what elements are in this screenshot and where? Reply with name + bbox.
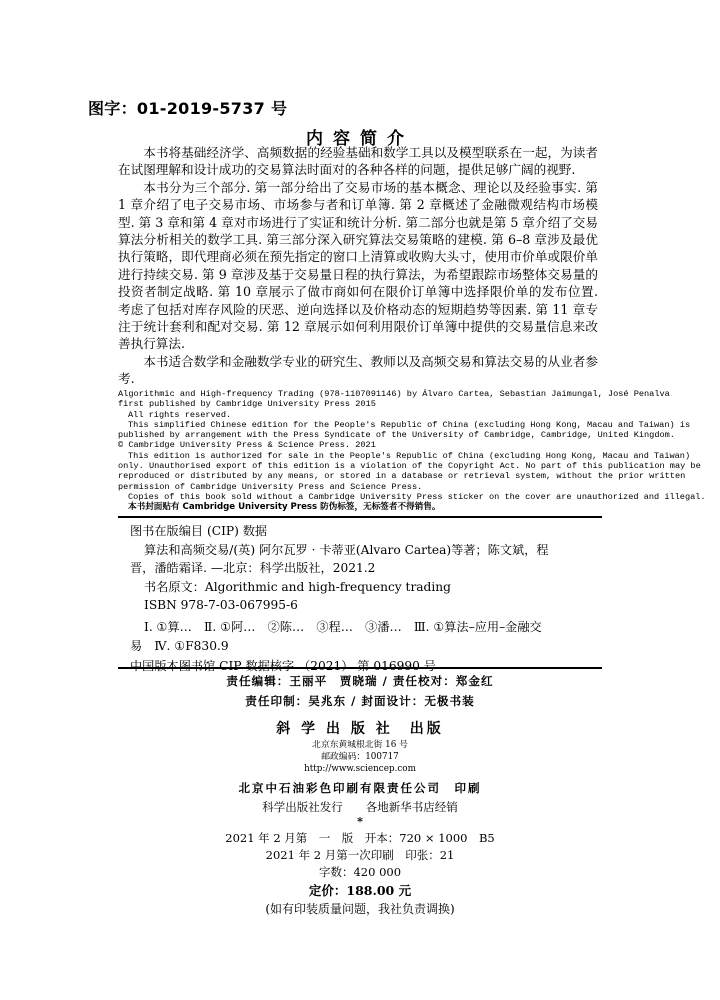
publisher-postcode: 邮政编码：100717 [321, 752, 399, 762]
cip-line: 算法和高频交易/(英) 阿尔瓦罗 · 卡蒂亚(Alvaro Cartea)等著；陈文斌，程 [144, 542, 549, 557]
quality-notice: (如有印装质量问题，我社负责调换) [265, 902, 455, 916]
printer: 北京中石油彩色印刷有限责任公司 印刷 [238, 781, 482, 795]
intro-paragraph: 本书适合数学和金融数学专业的研究生、教师以及高频交易和算法交易的从业者参考. [118, 353, 598, 387]
notice-line: 本书封面贴有 Cambridge University Press 防伪标签，无标签者不得销售。 [128, 502, 441, 513]
notice-line: reproduced or distributed by any means, or stored in a database or retrieval system, without the prior written [118, 471, 686, 482]
credits-line: 责任编辑：王丽平 贾晓瑞 / 责任校对：郑金红 [226, 674, 494, 688]
notice-line: only. Unauthorised export of this edition is a violation of the Copyright Act. No part of this publication may be [118, 461, 701, 472]
notice-line: first published by Cambridge University Press 2015 [118, 399, 376, 410]
intro-title: 内容简介 [306, 129, 414, 149]
notice-line: published by arrangement with the Press Syndicate of the University of Cambridge, Cambridge, United Kingdom. [118, 430, 675, 441]
credits-line: 责任印制：吴兆东 / 封面设计：无极书装 [245, 694, 475, 708]
notice-line: This simplified Chinese edition for the People's Republic of China (excluding Hong Kong, Macau and Taiwan) is [128, 419, 691, 430]
notice-line: Copies of this book sold without a Cambridge University Press sticker on the cover are unauthorized and illegal. [128, 491, 706, 502]
notice-line: This edition is authorized for sale in the People's Republic of China (excluding Hong Kong, Macau and Taiwan) [128, 450, 691, 461]
intro-paragraph: 本书分为三个部分. 第一部分给出了交易市场的基本概念、理论以及经验事实. 第 1 章介绍了电子交易市场、市场参与者和订单簿. 第 2 章概述了金融微观结构市场模型. 第 3 章和第 4 章对市场进行了实证和统计分析. 第二部分也就是第 5 章介绍了交易算法分析相关的数学工具. 第三部分深入研究算法交易策略的建模. 第 6–8 章涉及最优执行策略，即代理商必须在预先指定的窗口上清算或收购大头寸，使用市价单或限价单进行持续交易. 第 9 章涉及基于交易量日程的执行算法，为希望跟踪市场整体交易量的投资者制定战略. 第 10 章展示了做市商如何在限价订单簿中选择限价单的发布位置. 考虑了包括对库存风险的厌恶、逆向选择以及价格动态的短期趋势等因素. 第 11 章专注于统计套利和配对交易. 第 12 章展示如何利用限价订单簿中提供的交易量信息来改善执行算法. [118, 179, 598, 352]
cip-line: 书名原文：Algorithmic and high-frequency trading [144, 579, 451, 594]
notice-line: © Cambridge University Press & Science Press. 2021 [118, 440, 376, 451]
word-count: 字数：420 000 [318, 865, 402, 879]
edition-line: 2021 年 2 月第 一 版 开本：720 × 1000 B5 [225, 831, 495, 845]
cip-heading: 图书在版编目 (CIP) 数据 [130, 524, 268, 538]
notice-line: permission of Cambridge University Press and Science Press. [118, 481, 423, 492]
divider [118, 516, 602, 518]
price: 定价：188.00 元 [308, 883, 412, 898]
intro-body [118, 144, 598, 388]
divider [118, 667, 602, 669]
printing-line: 2021 年 2 月第一次印刷 印张：21 [265, 848, 455, 862]
cip-line: ISBN 978-7-03-067995-6 [144, 598, 298, 613]
cip-number: 中国版本图书馆 CIP 数据核字 （2021） 第 016990 号 [130, 659, 436, 674]
separator-star: * [356, 814, 363, 828]
cip-line: 晋，潘皓霜译. —北京：科学出版社，2021.2 [130, 561, 376, 576]
notice-line: All rights reserved. [128, 409, 232, 420]
cip-block [130, 522, 600, 676]
notice-line: Algorithmic and High-frequency Trading (978-1107091146) by Álvaro Cartea, Sebastian Jaimungal, José Penalva [118, 389, 670, 399]
publisher-name: 斜 学 出 版 社 出版 [276, 721, 444, 737]
english-copyright-notice [118, 389, 706, 513]
distributor: 科学出版社发行 各地新华书店经销 [262, 800, 458, 814]
publisher-website: http://www.sciencep.com [304, 764, 416, 774]
cip-line: 易 Ⅳ. ①F830.9 [130, 638, 229, 653]
publisher-address: 北京东黄城根北街 16 号 [312, 740, 408, 750]
intro-paragraph: 本书将基础经济学、高频数据的经验基础和数学工具以及模型联系在一起，为读者在试图理解和设计成功的交易算法时面对的各种各样的问题，提供足够广阔的视野. [118, 145, 598, 178]
registration-number: 图字：01-2019-5737 号 [88, 99, 288, 118]
cip-line: Ⅰ. ①算… Ⅱ. ①阿… ②陈… ③程… ③潘… Ⅲ. ①算法–应用–金融交 [144, 619, 542, 634]
